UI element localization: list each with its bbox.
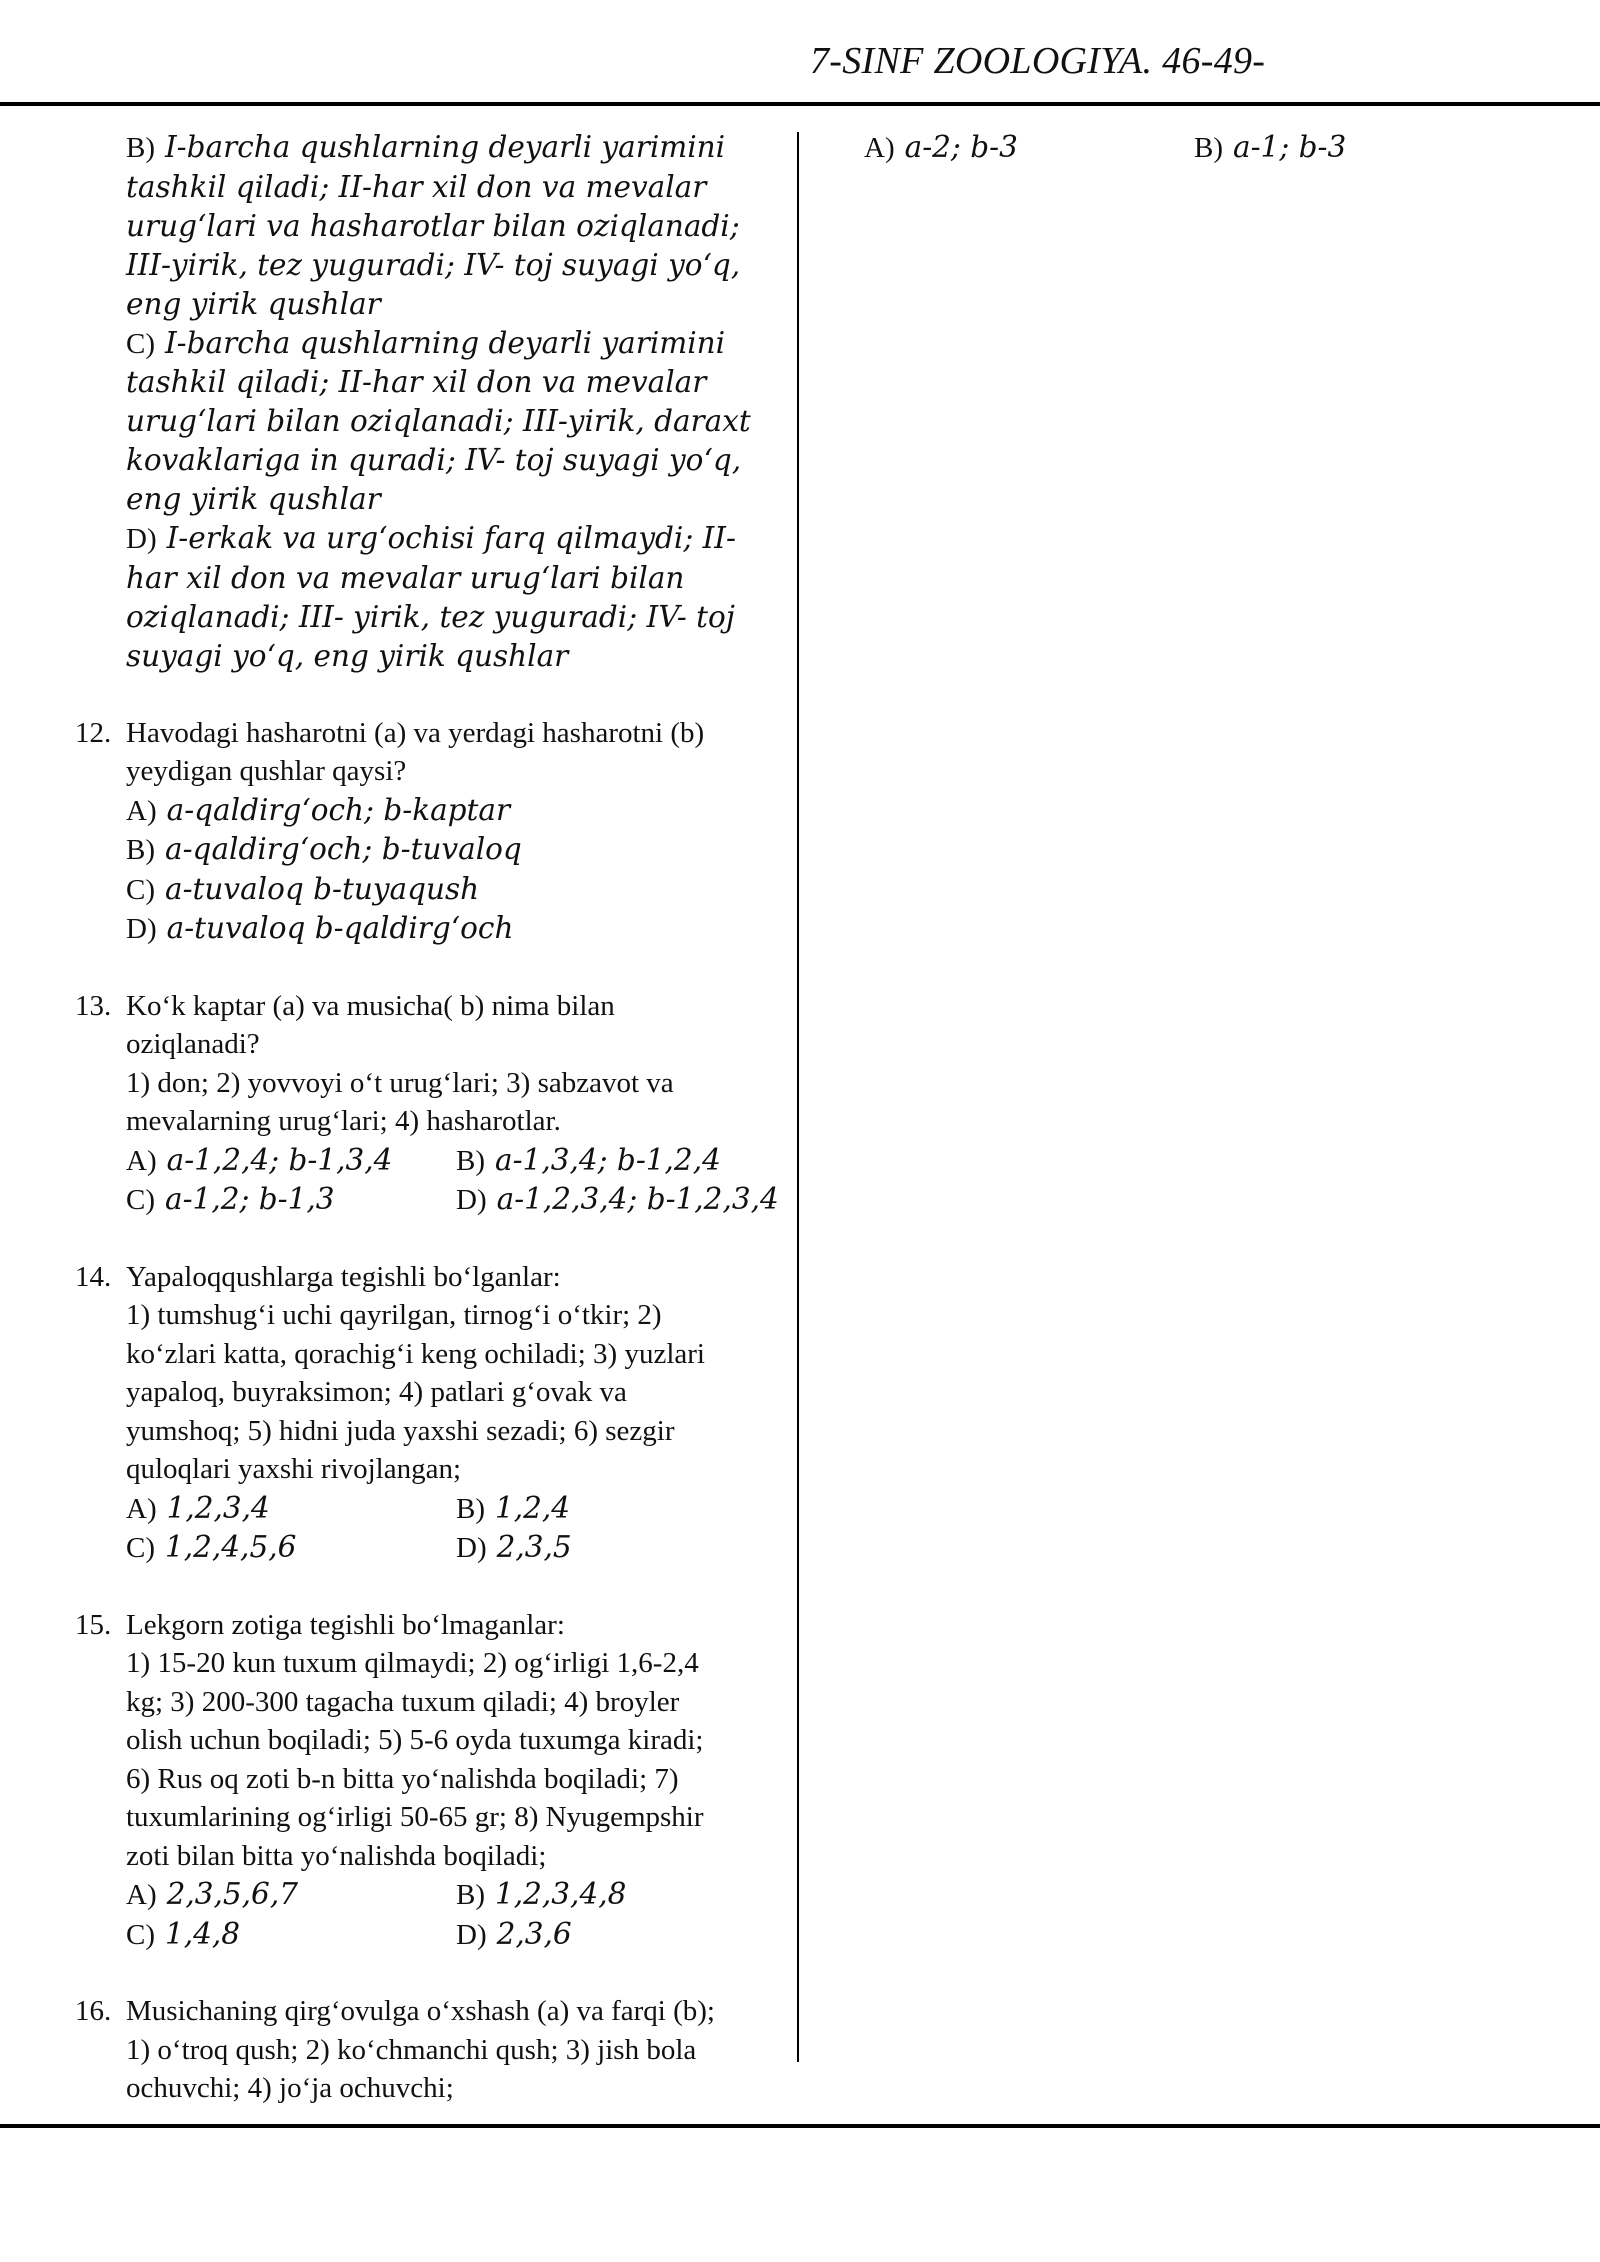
- option-letter: D): [126, 523, 157, 555]
- option-letter: C): [126, 1184, 155, 1216]
- option-text: 2,3,6: [496, 1916, 572, 1951]
- question-stem-line: ko‘zlari katta, qorachig‘i keng ochiladi; 3) yuzlari: [126, 1337, 705, 1370]
- option-letter: B): [126, 834, 155, 866]
- option-letter: C): [126, 873, 155, 906]
- option-text: 1,2,4: [495, 1490, 571, 1525]
- question-stem-line: Havodagi hasharotni (a) va yerdagi hasharotni (b): [126, 716, 705, 749]
- option-text: 1,2,3,4: [166, 1490, 270, 1525]
- option-text: I-erkak va urg‘ochisi farq qilmaydi; II-: [166, 521, 736, 555]
- option-c[interactable]: [126, 870, 780, 910]
- column-divider: [797, 132, 799, 2062]
- option-c[interactable]: [126, 1528, 456, 1568]
- option-letter: D): [126, 913, 157, 945]
- question-15: [70, 1606, 780, 1955]
- question-stem-line: yumshoq; 5) hidni juda yaxshi sezadi; 6) sezgir: [126, 1414, 675, 1447]
- option-text-line: urug‘lari va hasharotlar bilan oziqlanadi;: [126, 208, 740, 243]
- option-text-line: kovaklariga in quradi; IV- toj suyagi yo‘q,: [126, 443, 742, 477]
- option-letter: D): [456, 1918, 487, 1951]
- option-d[interactable]: [126, 519, 780, 676]
- question-11-options: [126, 128, 780, 676]
- question-stem-line: 1) tumshug‘i uchi qayrilgan, tirnog‘i o‘tkir; 2): [126, 1299, 662, 1331]
- page-title: 7-SINF ZOOLOGIYA. 46-49-: [810, 40, 1266, 82]
- question-stem-line: yeydigan qushlar qaysi?: [126, 755, 407, 787]
- option-text: 1,2,3,4,8: [495, 1877, 627, 1911]
- question-14: [70, 1258, 780, 1568]
- question-number: 13.: [75, 989, 112, 1022]
- question-stem-line: 1) 15-20 kun tuxum qilmaydi; 2) og‘irligi 1,6-2,4: [126, 1647, 699, 1679]
- option-text: a-1,2,4; b-1,3,4: [166, 1142, 393, 1177]
- question-stem-line: 6) Rus oq zoti b-n bitta yo‘nalishda boqiladi; 7): [126, 1762, 679, 1795]
- option-letter: C): [126, 1918, 155, 1951]
- option-b[interactable]: [456, 1875, 626, 1915]
- option-text-line: tashkil qiladi; II-har xil don va mevalar: [126, 365, 707, 399]
- option-text: a-1,3,4; b-1,2,4: [495, 1142, 721, 1177]
- option-text: a-1,2,3,4; b-1,2,3,4: [496, 1182, 779, 1216]
- option-letter: A): [126, 794, 157, 827]
- option-c[interactable]: [126, 324, 780, 520]
- option-text: 1,2,4,5,6: [165, 1530, 297, 1564]
- option-text: I-barcha qushlarning deyarli yarimini: [165, 325, 726, 360]
- question-number: 16.: [75, 1995, 112, 2027]
- option-a[interactable]: [126, 791, 780, 831]
- option-letter: A): [126, 1492, 157, 1525]
- option-letter: A): [126, 1144, 157, 1177]
- question-stem-line: yapaloq, buyraksimon; 4) patlari g‘ovak va: [126, 1376, 627, 1408]
- question-stem-line: olish uchun boqiladi; 5) 5-6 oyda tuxumga kiradi;: [126, 1724, 704, 1756]
- option-letter: B): [1194, 132, 1223, 164]
- option-c[interactable]: [126, 1915, 456, 1955]
- option-text: a-tuvaloq b-qaldirg‘och: [166, 911, 514, 945]
- question-stem-line: 1) o‘troq qush; 2) ko‘chmanchi qush; 3) jish bola: [126, 2033, 697, 2066]
- option-text-line: har xil don va mevalar urug‘lari bilan: [126, 560, 685, 595]
- option-text: 1,4,8: [165, 1916, 241, 1951]
- option-d[interactable]: [456, 1528, 572, 1568]
- option-text: I-barcha qushlarning deyarli yarimini: [165, 130, 726, 164]
- option-letter: C): [126, 327, 155, 360]
- left-column: [70, 128, 780, 2146]
- option-text-line: III-yirik, tez yuguradi; IV- toj suyagi yo‘q,: [126, 247, 741, 282]
- question-stem-line: Ko‘k kaptar (a) va musicha( b) nima bilan: [126, 989, 615, 1022]
- option-d[interactable]: [456, 1915, 572, 1955]
- option-text: a-1,2; b-1,3: [165, 1182, 335, 1216]
- option-text: a-tuvaloq b-tuyaqush: [165, 871, 480, 906]
- option-text-line: eng yirik qushlar: [126, 286, 381, 321]
- option-letter: B): [456, 1492, 485, 1525]
- option-text: 2,3,5,6,7: [166, 1877, 298, 1911]
- option-a[interactable]: [126, 1141, 456, 1181]
- option-a[interactable]: [864, 128, 1194, 168]
- option-a[interactable]: [126, 1875, 456, 1915]
- option-letter: A): [864, 132, 895, 164]
- option-a[interactable]: [126, 1489, 456, 1529]
- question-stem-line: zoti bilan bitta yo‘nalishda boqiladi;: [126, 1839, 547, 1872]
- question-13: [70, 987, 780, 1220]
- question-16: [70, 1992, 780, 2108]
- question-number: 15.: [75, 1608, 112, 1641]
- option-text: 2,3,5: [496, 1530, 572, 1564]
- option-text: a-1; b-3: [1233, 130, 1347, 164]
- question-stem-line: tuxumlarining og‘irligi 50-65 gr; 8) Nyugempshir: [126, 1801, 704, 1833]
- option-b[interactable]: [126, 830, 780, 870]
- question-number: 14.: [75, 1260, 112, 1293]
- option-letter: C): [126, 1532, 155, 1564]
- question-stem-line: mevalarning urug‘lari; 4) hasharotlar.: [126, 1105, 561, 1137]
- option-text: a-qaldirg‘och; b-tuvaloq: [165, 832, 522, 866]
- option-text-line: oziqlanadi; III- yirik, tez yuguradi; IV- toj: [126, 599, 735, 634]
- option-b[interactable]: [456, 1141, 721, 1181]
- question-number: 12.: [75, 716, 112, 749]
- option-text-line: urug‘lari bilan oziqlanadi; III-yirik, daraxt: [126, 404, 751, 438]
- option-letter: B): [456, 1879, 485, 1911]
- question-stem-line: quloqlari yaxshi rivojlangan;: [126, 1453, 462, 1485]
- question-16-options: [864, 128, 1564, 168]
- option-b[interactable]: [456, 1489, 570, 1529]
- question-11-continued: [70, 128, 780, 676]
- option-text: a-2; b-3: [904, 130, 1018, 164]
- option-text-line: suyagi yo‘q, eng yirik qushlar: [126, 638, 569, 673]
- question-12: [70, 714, 780, 949]
- option-letter: D): [456, 1532, 487, 1564]
- option-text-line: eng yirik qushlar: [126, 482, 381, 516]
- option-b[interactable]: [1194, 128, 1346, 168]
- option-letter: D): [456, 1184, 487, 1216]
- question-stem-line: Musichaning qirg‘ovulga o‘xshash (a) va farqi (b);: [126, 1995, 715, 2027]
- option-letter: A): [126, 1879, 157, 1911]
- question-stem-line: 1) don; 2) yovvoyi o‘t urug‘lari; 3) sabzavot va: [126, 1066, 674, 1099]
- question-stem-line: ochuvchi; 4) jo‘ja ochuvchi;: [126, 2072, 454, 2104]
- question-stem-line: Lekgorn zotiga tegishli bo‘lmaganlar:: [126, 1608, 565, 1641]
- header-rule: [0, 102, 1600, 106]
- option-c[interactable]: [126, 1180, 456, 1220]
- option-text: a-qaldirg‘och; b-kaptar: [166, 792, 511, 827]
- question-stem-line: kg; 3) 200-300 tagacha tuxum qiladi; 4) broyler: [126, 1685, 680, 1718]
- question-stem-line: oziqlanadi?: [126, 1028, 260, 1060]
- question-stem-line: Yapaloqqushlarga tegishli bo‘lganlar:: [126, 1260, 561, 1293]
- option-b[interactable]: [126, 128, 780, 324]
- option-d[interactable]: [456, 1180, 779, 1220]
- option-d[interactable]: [126, 909, 780, 949]
- option-letter: B): [126, 132, 155, 164]
- option-letter: B): [456, 1144, 485, 1177]
- right-column: [864, 128, 1564, 168]
- option-text-line: tashkil qiladi; II-har xil don va mevalar: [126, 169, 707, 204]
